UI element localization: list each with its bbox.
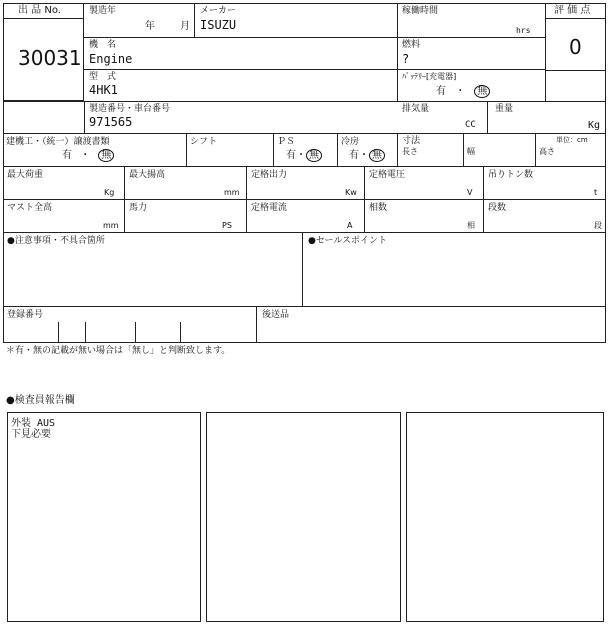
serial-value: 971565 <box>89 115 133 129</box>
ps-yes: 有 <box>286 150 296 161</box>
item-no-value: 30031 <box>18 46 82 70</box>
ac-options <box>349 149 385 162</box>
score-label: 評 価 点 <box>554 5 591 16</box>
ps-no-circled: 無 <box>306 149 322 162</box>
shipping-label: 後送品 <box>262 310 290 320</box>
horsepower-label: 馬力 <box>129 203 148 213</box>
ps-label: ＰＳ <box>277 137 296 147</box>
battery-label: ﾊﾞｯﾃﾘｰ[充電器] <box>402 72 457 81</box>
phase-label: 相数 <box>369 203 388 213</box>
max-load-unit: Kg <box>104 188 115 197</box>
ac-no-circled: 無 <box>369 149 385 162</box>
model-value: Engine <box>89 52 133 66</box>
battery-no-circled: 無 <box>474 85 490 98</box>
maker-label: メーカー <box>200 6 236 16</box>
fuel-label: 燃料 <box>402 40 421 50</box>
model-label: 機 名 <box>89 40 117 50</box>
transfer-options <box>62 149 114 162</box>
fuel-value: ? <box>402 52 410 66</box>
rated-current-label: 定格電流 <box>251 203 288 213</box>
footnote: ＊有・無の記載が無い場合は「無し」と判断致します。 <box>6 346 231 356</box>
stages-unit: 段 <box>594 221 602 230</box>
inspector-box-3 <box>406 412 604 622</box>
type-value: 4HK1 <box>89 83 118 97</box>
weight-label: 重量 <box>495 104 514 114</box>
width-label: 幅 <box>467 147 475 156</box>
battery-yes: 有 <box>436 86 446 97</box>
rated-current-unit: A <box>347 221 353 230</box>
serial-label: 製造番号・車台番号 <box>89 104 171 114</box>
rated-voltage-unit: V <box>467 188 473 197</box>
max-load-label: 最大荷重 <box>7 170 44 180</box>
unit-cm: 単位：cm <box>556 136 588 144</box>
caution-label: ●注意事項・不具合箇所 <box>7 236 105 246</box>
construction-label: 建機工・（統一）譲渡書類 <box>6 137 110 147</box>
hoist-label: 吊りトン数 <box>488 170 534 180</box>
weight-unit: Kg <box>588 120 601 131</box>
rated-output-label: 定格出力 <box>251 170 288 180</box>
shift-label: シフト <box>190 137 218 147</box>
battery-options <box>436 85 490 98</box>
mast-unit: mm <box>103 221 119 230</box>
rated-output-unit: Kw <box>345 188 357 197</box>
hours-unit: hrs <box>516 26 531 35</box>
operating-hours-label: 稼働時間 <box>402 6 439 16</box>
dim-label: 寸法 <box>402 136 421 146</box>
ac-yes: 有 <box>349 150 359 161</box>
max-lift-unit: mm <box>224 188 240 197</box>
mast-label: マスト全高 <box>7 203 53 213</box>
ps-sep: ・ <box>296 150 306 161</box>
transfer-yes: 有 <box>62 150 72 161</box>
displacement-unit: CC <box>465 120 476 130</box>
maker-value: ISUZU <box>200 18 237 32</box>
height-label: 高さ <box>539 147 555 156</box>
length-label: 長さ <box>402 147 418 156</box>
score-value: 0 <box>569 35 582 59</box>
mfg-year-label: 製造年 <box>89 6 117 16</box>
month-suffix: 月 <box>180 21 190 32</box>
rated-voltage-label: 定格電圧 <box>369 170 406 180</box>
item-no-label: 出 品 No. <box>18 5 61 16</box>
displacement-label: 排気量 <box>402 104 430 114</box>
phase-unit: 相 <box>467 221 475 230</box>
inspector-box-1-text: 外装 AUS 下見必要 <box>11 418 56 440</box>
hoist-unit: t <box>594 188 598 197</box>
ps-options <box>286 149 322 162</box>
ac-sep: ・ <box>359 150 369 161</box>
battery-sep: ・ <box>455 86 466 97</box>
sales-point-label: ●セールスポイント <box>308 236 388 246</box>
transfer-sep: ・ <box>80 150 91 161</box>
inspector-box-1 <box>7 412 201 622</box>
registration-label: 登録番号 <box>7 310 44 320</box>
ac-label: 冷房 <box>341 137 360 147</box>
max-lift-label: 最大揚高 <box>129 170 166 180</box>
stages-label: 段数 <box>488 203 507 213</box>
transfer-no-circled: 無 <box>98 149 114 162</box>
year-suffix: 年 <box>145 21 155 32</box>
inspector-box-2 <box>206 412 401 622</box>
inspector-report-title: ●検査員報告欄 <box>6 395 75 406</box>
horsepower-unit: PS <box>222 221 232 230</box>
type-label: 型 式 <box>89 72 117 82</box>
